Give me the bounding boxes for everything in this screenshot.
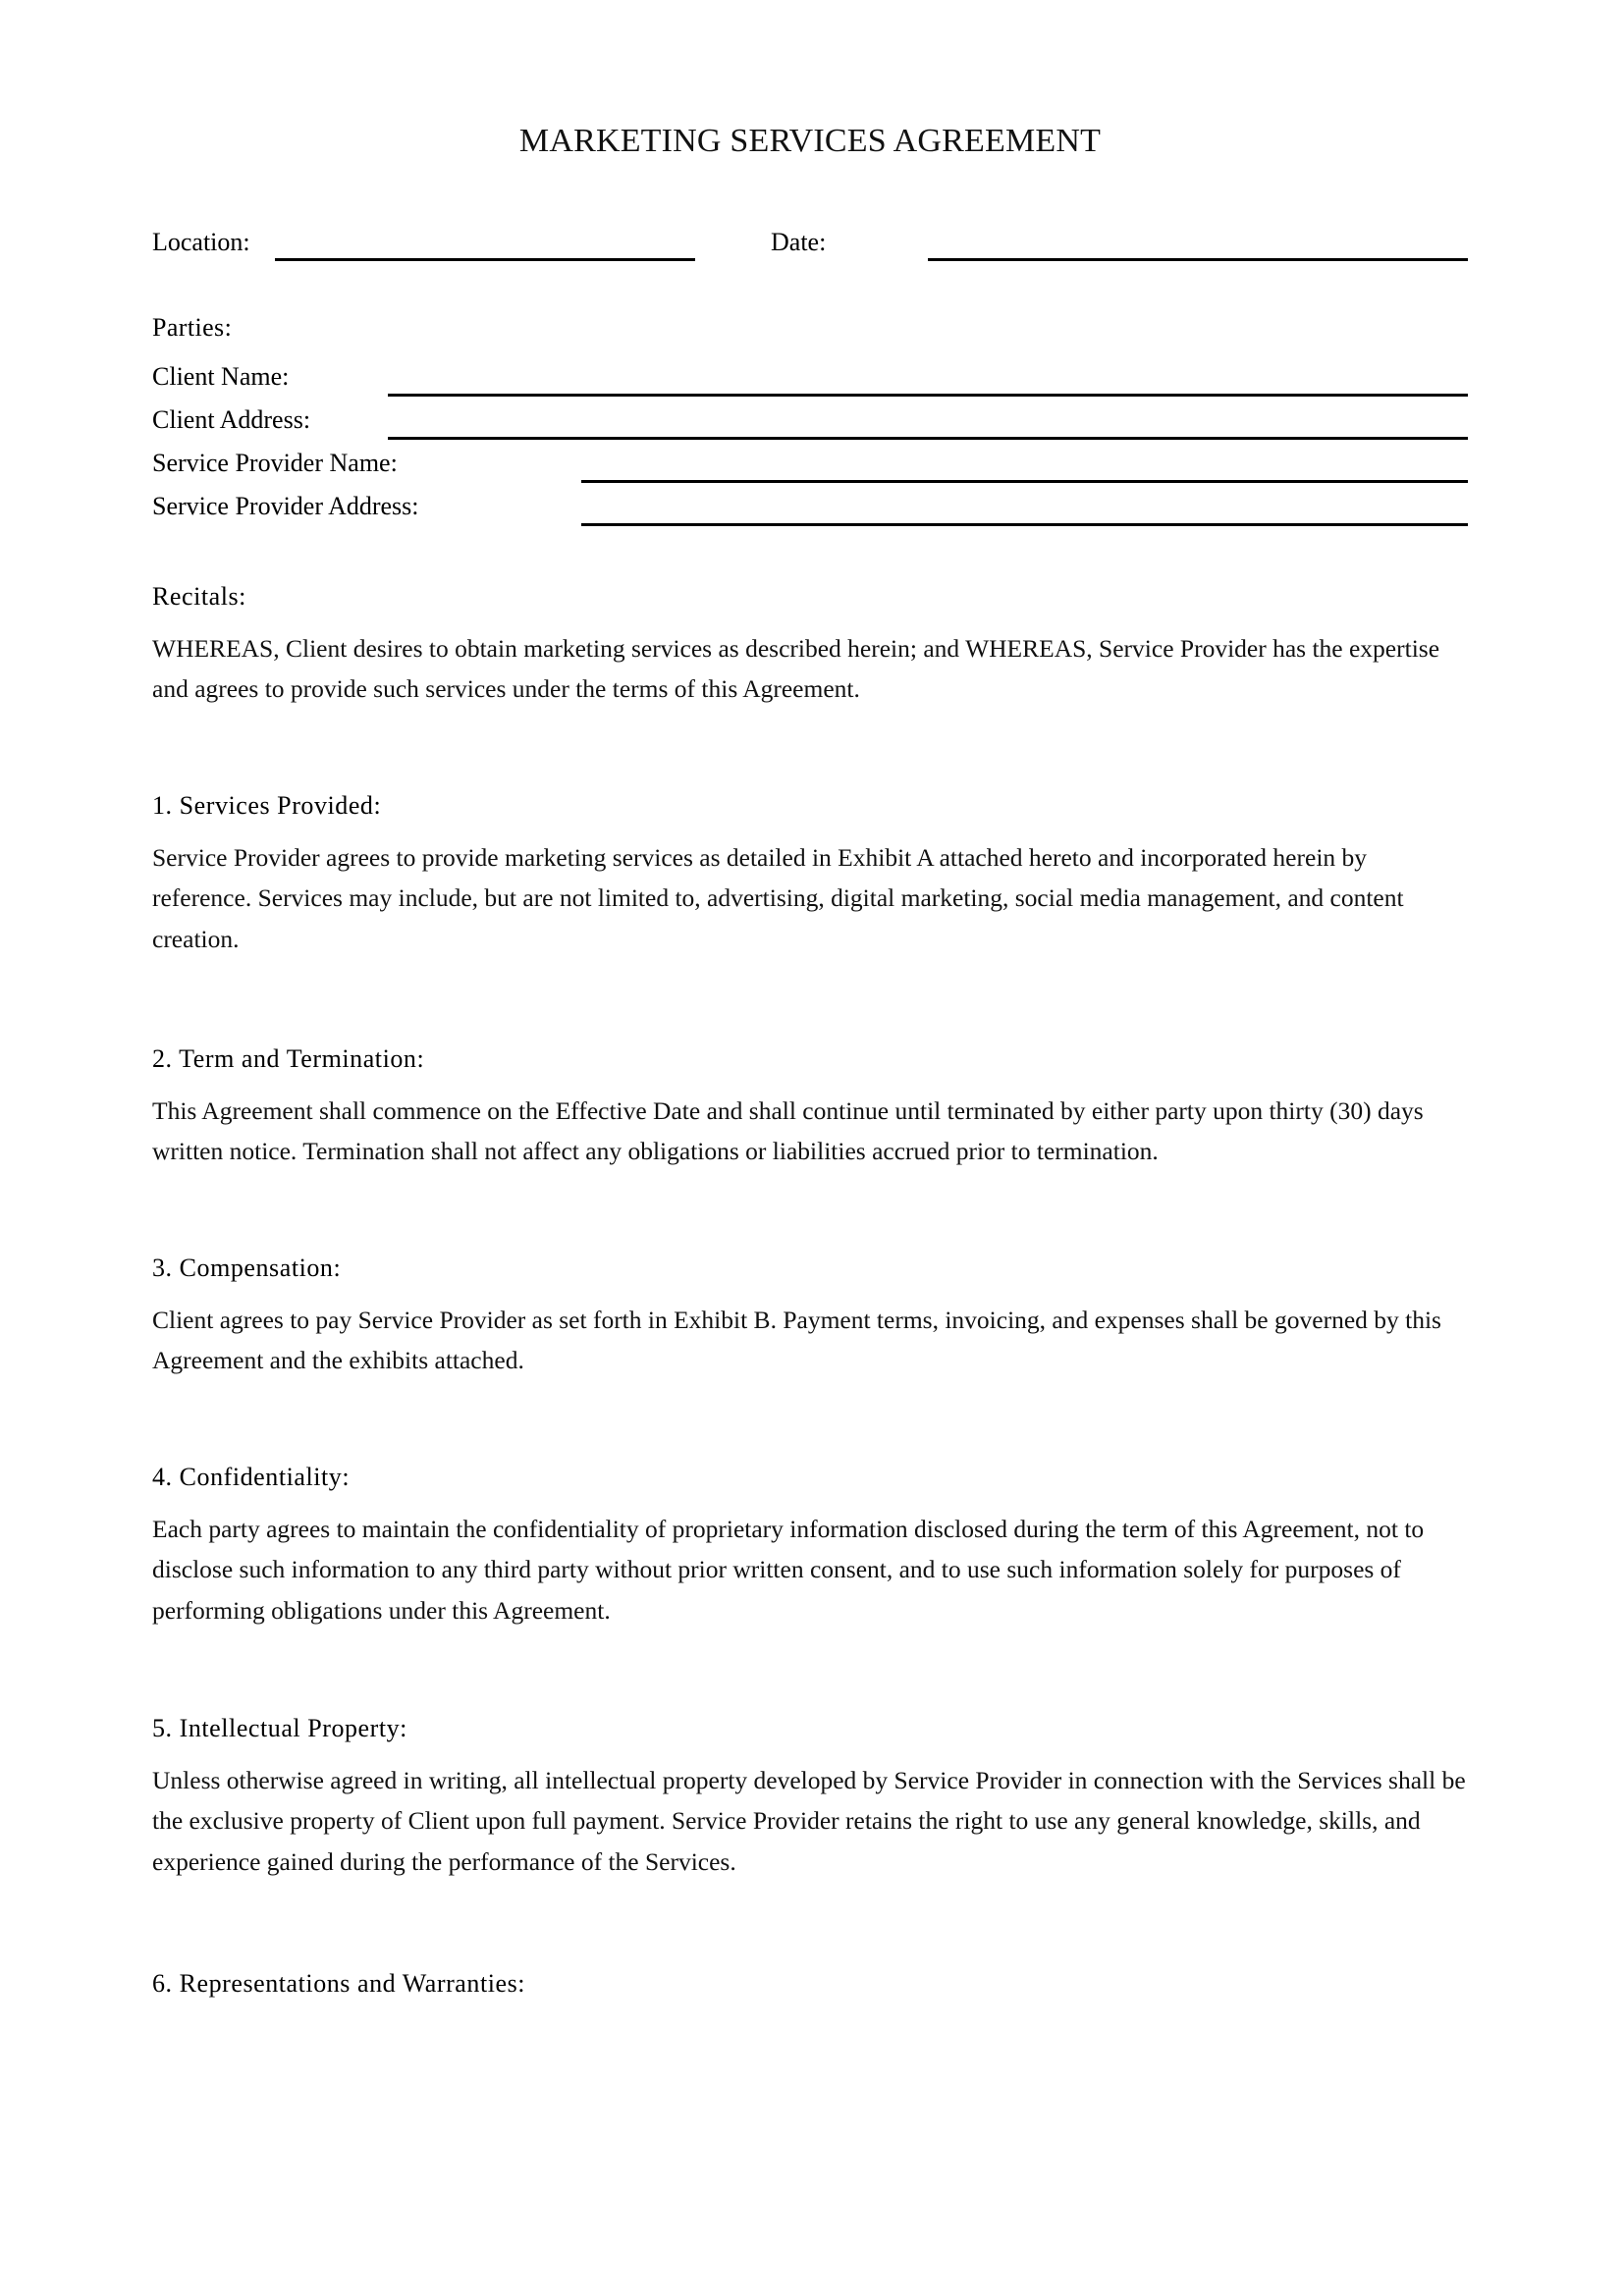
field-row-service-provider-name [152,444,1468,487]
section-5-heading: 5. Intellectual Property: [152,1713,407,1742]
field-row-service-provider-address [152,487,1468,530]
section-2-body: This Agreement shall commence on the Effective Date and shall continue until terminated by either party upon thirty (30) days written notice. Termination shall not affect any obligations or liabilities accrued prior to termination. [152,1096,1424,1166]
section-term-and-termination [152,1040,1468,1172]
section-1-body: Service Provider agrees to provide marketing services as detailed in Exhibit A attached hereto and incorporated herein by reference. Services may include, but are not limited to, advertising, digital marketing, social media management, and content creation. [152,842,1404,953]
service-provider-address-input-rule[interactable] [581,523,1468,526]
date-input-rule[interactable] [928,258,1468,261]
location-input-rule[interactable] [275,258,695,261]
page-title: MARKETING SERVICES AGREEMENT [518,123,1102,159]
field-row-client-address [152,400,1468,444]
section-6-heading: 6. Representations and Warranties: [152,1969,526,1999]
parties-section [152,306,1468,530]
section-4-heading: 4. Confidentiality: [152,1462,351,1491]
date-label: Date: [771,227,827,256]
section-2-heading: 2. Term and Termination: [152,1043,425,1073]
section-services-provided [152,786,1468,959]
client-address-label: Client Address: [152,404,311,434]
section-3-heading: 3. Compensation: [152,1253,342,1282]
recitals-heading: Recitals: [152,581,246,611]
client-address-input-rule[interactable] [388,437,1468,440]
section-3-body: Client agrees to pay Service Provider as set forth in Exhibit B. Payment terms, invoicing, and expenses shall be governed by this Agreement and the exhibits attached. [152,1306,1441,1375]
parties-heading: Parties: [152,312,233,342]
service-provider-address-label: Service Provider Address: [152,491,419,520]
client-name-label: Client Name: [152,361,290,391]
field-row-client-name [152,357,1468,400]
service-provider-name-input-rule[interactable] [581,480,1468,483]
section-intellectual-property [152,1709,1468,1882]
section-4-body: Each party agrees to maintain the confidentiality of proprietary information disclosed during the term of this Agreement, not to disclose such information to any third party without prior written consent, and to use such information solely for purposes of performing obligations under this Agreement. [152,1514,1425,1625]
section-confidentiality [152,1458,1468,1630]
section-compensation [152,1249,1468,1381]
section-5-body: Unless otherwise agreed in writing, all intellectual property developed by Service Provider in connection with the Services shall be the exclusive property of Client upon full payment. Service Provider retains the right to use any general knowledge, skills, and experience gained during the performance of the Services. [152,1766,1466,1876]
service-provider-name-label: Service Provider Name: [152,448,398,477]
location-label: Location: [152,227,250,256]
section-representations-and-warranties [152,1964,1468,2003]
recitals-body: WHEREAS, Client desires to obtain marketing services as described herein; and WHEREAS, Service Provider has the expertise and agrees to provide such services under the terms of this Agreement. [152,634,1440,704]
client-name-input-rule[interactable] [388,394,1468,397]
document-content [152,0,1468,2015]
location-date-row [152,223,1468,262]
section-1-heading: 1. Services Provided: [152,790,382,820]
recitals-section [152,577,1468,710]
